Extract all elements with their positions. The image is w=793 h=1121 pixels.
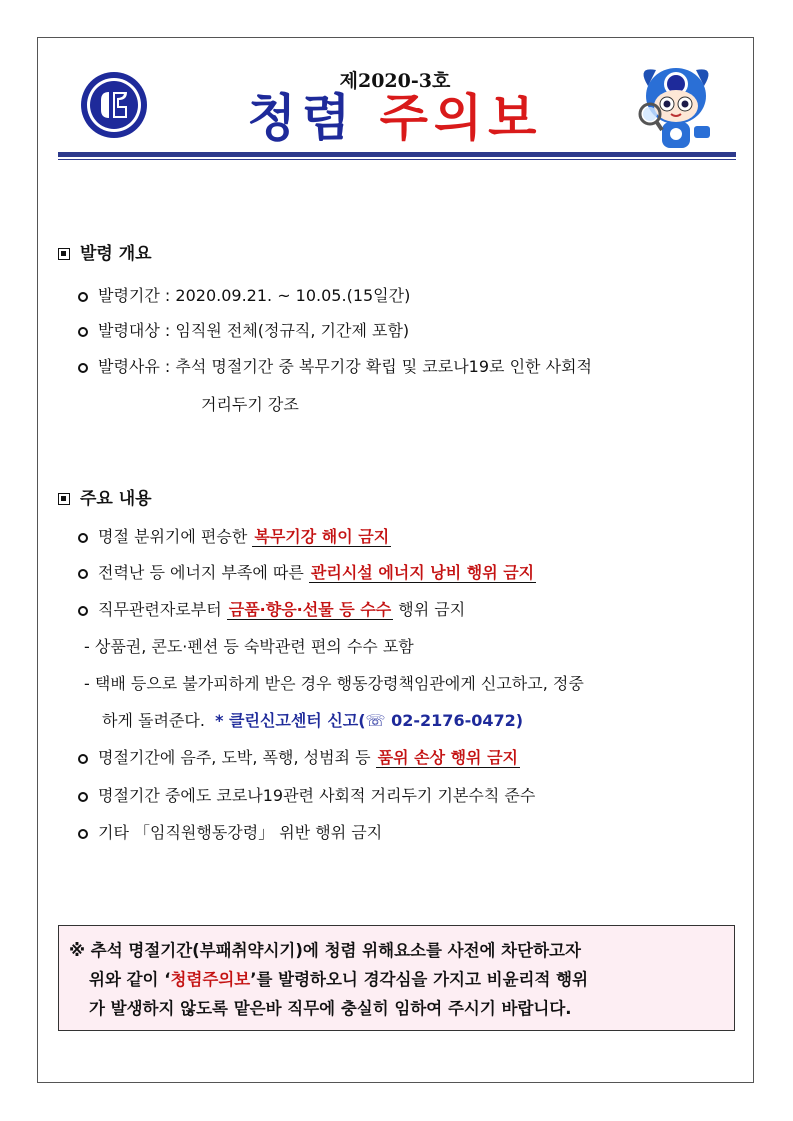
circle-bullet-icon <box>78 363 88 373</box>
circle-bullet-icon <box>78 829 88 839</box>
section-heading-contents: 주요 내용 <box>58 484 152 509</box>
list-item-energy: 전력난 등 에너지 부족에 따른 관리시설 에너지 낭비 행위 금지 <box>78 562 536 584</box>
list-item-gifts: 직무관련자로부터 금품·향응·선물 등 수수 행위 금지 <box>78 599 465 621</box>
list-item-reason-cont: 거리두기 강조 <box>201 395 299 414</box>
list-item-covid: 명절기간 중에도 코로나19관련 사회적 거리두기 기본수칙 준수 <box>78 785 535 807</box>
highlight-text: 품위 손상 행위 금지 <box>377 748 518 767</box>
header-rule-thick <box>58 152 736 157</box>
highlight-text: 금품·향응·선물 등 수수 <box>228 600 392 619</box>
list-item-target: 발령대상 : 임직원 전체(정규직, 기간제 포함) <box>78 320 409 342</box>
notice-line-2: 위와 같이 ‘청렴주의보’를 발령하오니 경각심을 가지고 비윤리적 행위 <box>89 970 589 989</box>
mascot-character <box>626 56 726 156</box>
circle-bullet-icon <box>78 533 88 543</box>
highlight-text: 복무기강 해이 금지 <box>254 527 390 546</box>
title-part-blue: 청렴 <box>247 88 357 147</box>
title-part-red: 주의보 <box>379 88 543 147</box>
issue-number: 제2020-3호 <box>339 70 451 92</box>
list-item-discipline: 명절 분위기에 편승한 복무기강 해이 금지 <box>78 526 391 548</box>
square-bullet-icon <box>58 248 70 260</box>
circle-bullet-icon <box>78 327 88 337</box>
header-rule-thin <box>58 159 736 160</box>
circle-bullet-icon <box>78 292 88 302</box>
sub-item-vouchers: - 상품권, 콘도·펜션 등 숙박관련 편의 수수 포함 <box>84 637 414 656</box>
circle-bullet-icon <box>78 754 88 764</box>
list-item-dignity: 명절기간에 음주, 도박, 폭행, 성범죄 등 품위 손상 행위 금지 <box>78 747 520 769</box>
circle-bullet-icon <box>78 569 88 579</box>
list-item-period: 발령기간 : 2020.09.21. ~ 10.05.(15일간) <box>78 285 410 307</box>
page-title <box>200 88 590 148</box>
notice-line-1: ※ 추석 명절기간(부패취약시기)에 청렴 위해요소를 사전에 차단하고자 <box>69 941 581 960</box>
highlight-text: 관리시설 에너지 낭비 행위 금지 <box>310 563 535 582</box>
circle-bullet-icon <box>78 792 88 802</box>
list-item-code-of-conduct: 기타 「임직원행동강령」 위반 행위 금지 <box>78 822 382 844</box>
sub-item-delivery: - 택배 등으로 불가피하게 받은 경우 행동강령책임관에게 신고하고, 정중 <box>84 674 584 693</box>
circle-bullet-icon <box>78 606 88 616</box>
notice-box <box>58 925 735 1031</box>
organization-logo <box>79 70 149 140</box>
report-center-text: * 클린신고센터 신고(☏ 02-2176-0472) <box>215 711 524 730</box>
notice-line-3: 가 발생하지 않도록 맡은바 직무에 충실히 임하여 주시기 바랍니다. <box>89 999 572 1018</box>
section-heading-overview: 발령 개요 <box>58 239 152 264</box>
square-bullet-icon <box>58 493 70 505</box>
list-item-reason: 발령사유 : 추석 명절기간 중 복무기강 확립 및 코로나19로 인한 사회적 <box>78 356 592 378</box>
sub-item-delivery-cont: 하게 돌려준다. * 클린신고센터 신고(☏ 02-2176-0472) <box>102 711 524 730</box>
